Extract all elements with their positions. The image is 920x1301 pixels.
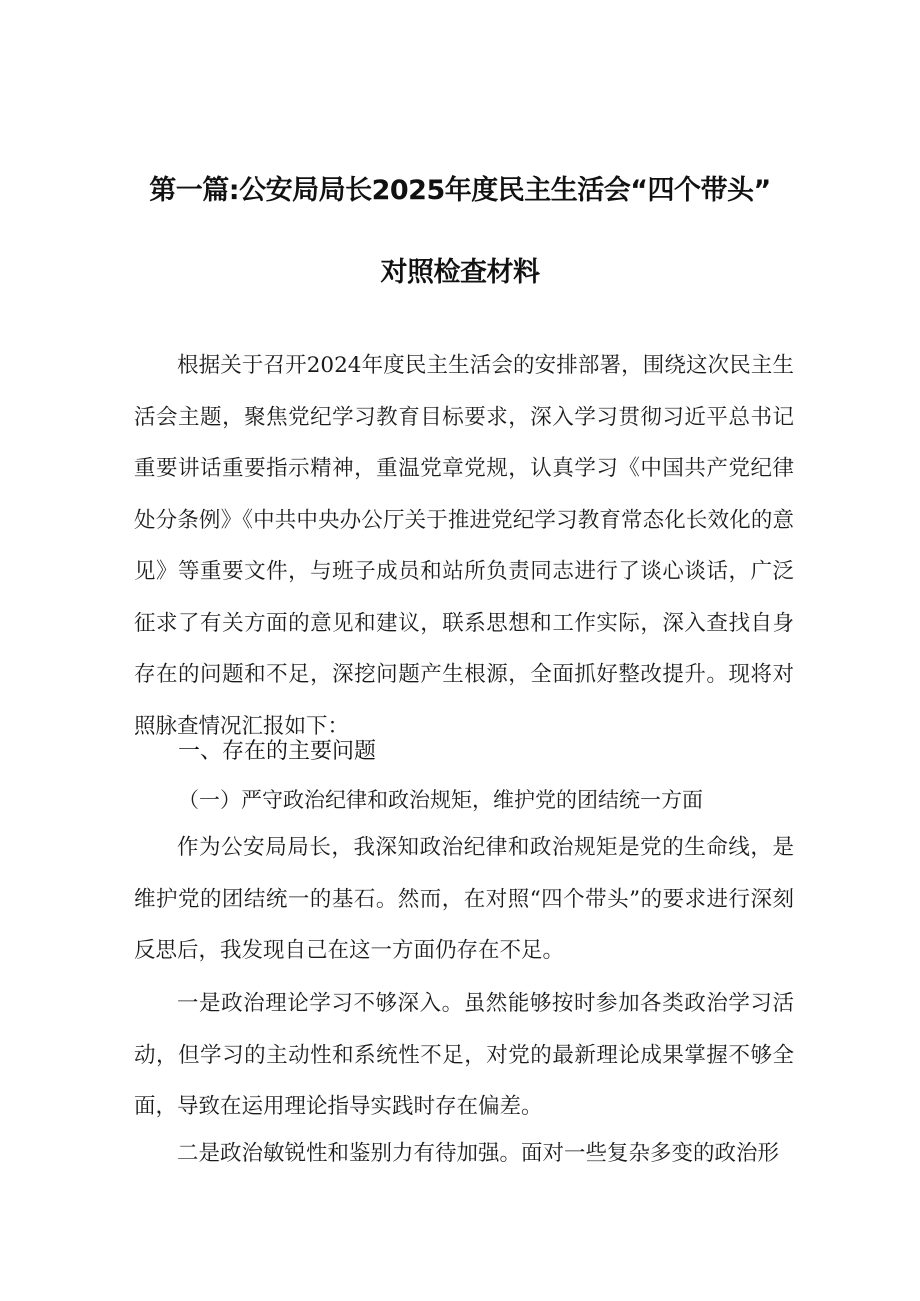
body-paragraph: 作为公安局局长，我深知政治纪律和政治规矩是党的生命线，是维护党的团结统一的基石。然而，在对照“四个带头”的要求进行深刻反思后，我发现自己在这一方面仍存在不足。	[134, 835, 794, 963]
body-paragraph: 一是政治理论学习不够深入。虽然能够按时参加各类政治学习活动，但学习的主动性和系统性不足，对党的最新理论成果掌握不够全面，导致在运用理论指导实践时存在偏差。	[134, 991, 794, 1119]
body-paragraph: 二是政治敏锐性和鉴别力有待加强。面对一些复杂多变的政治形	[177, 1141, 780, 1166]
intro-paragraph: 根据关于召开2024年度民主生活会的安排部署，围绕这次民主生活会主题，聚焦党纪学习教育目标要求，深入学习贯彻习近平总书记重要讲话重要指示精神，重温党章党规，认真学习《中国共产党纪律处分条例》《中共中央办公厅关于推进党纪学习教育常态化长效化的意见》等重要文件，与班子成员和站所负责同志进行了谈心谈话，广泛征求了有关方面的意见和建议，联系思想和工作实际，深入查找自身存在的问题和不足，深挖问题产生根源，全面抓好整改提升。现将对照脉查情况汇报如下：	[134, 353, 794, 739]
document-title-line-2: 对照检查材料	[380, 257, 540, 288]
subsection-heading: （一）严守政治纪律和政治规矩，维护党的团结统一方面	[178, 788, 703, 812]
document-title-line-1: 第一篇:公安局局长2025年度民主生活会“四个带头”	[149, 175, 771, 206]
section-heading: 一、存在的主要问题	[178, 739, 377, 764]
